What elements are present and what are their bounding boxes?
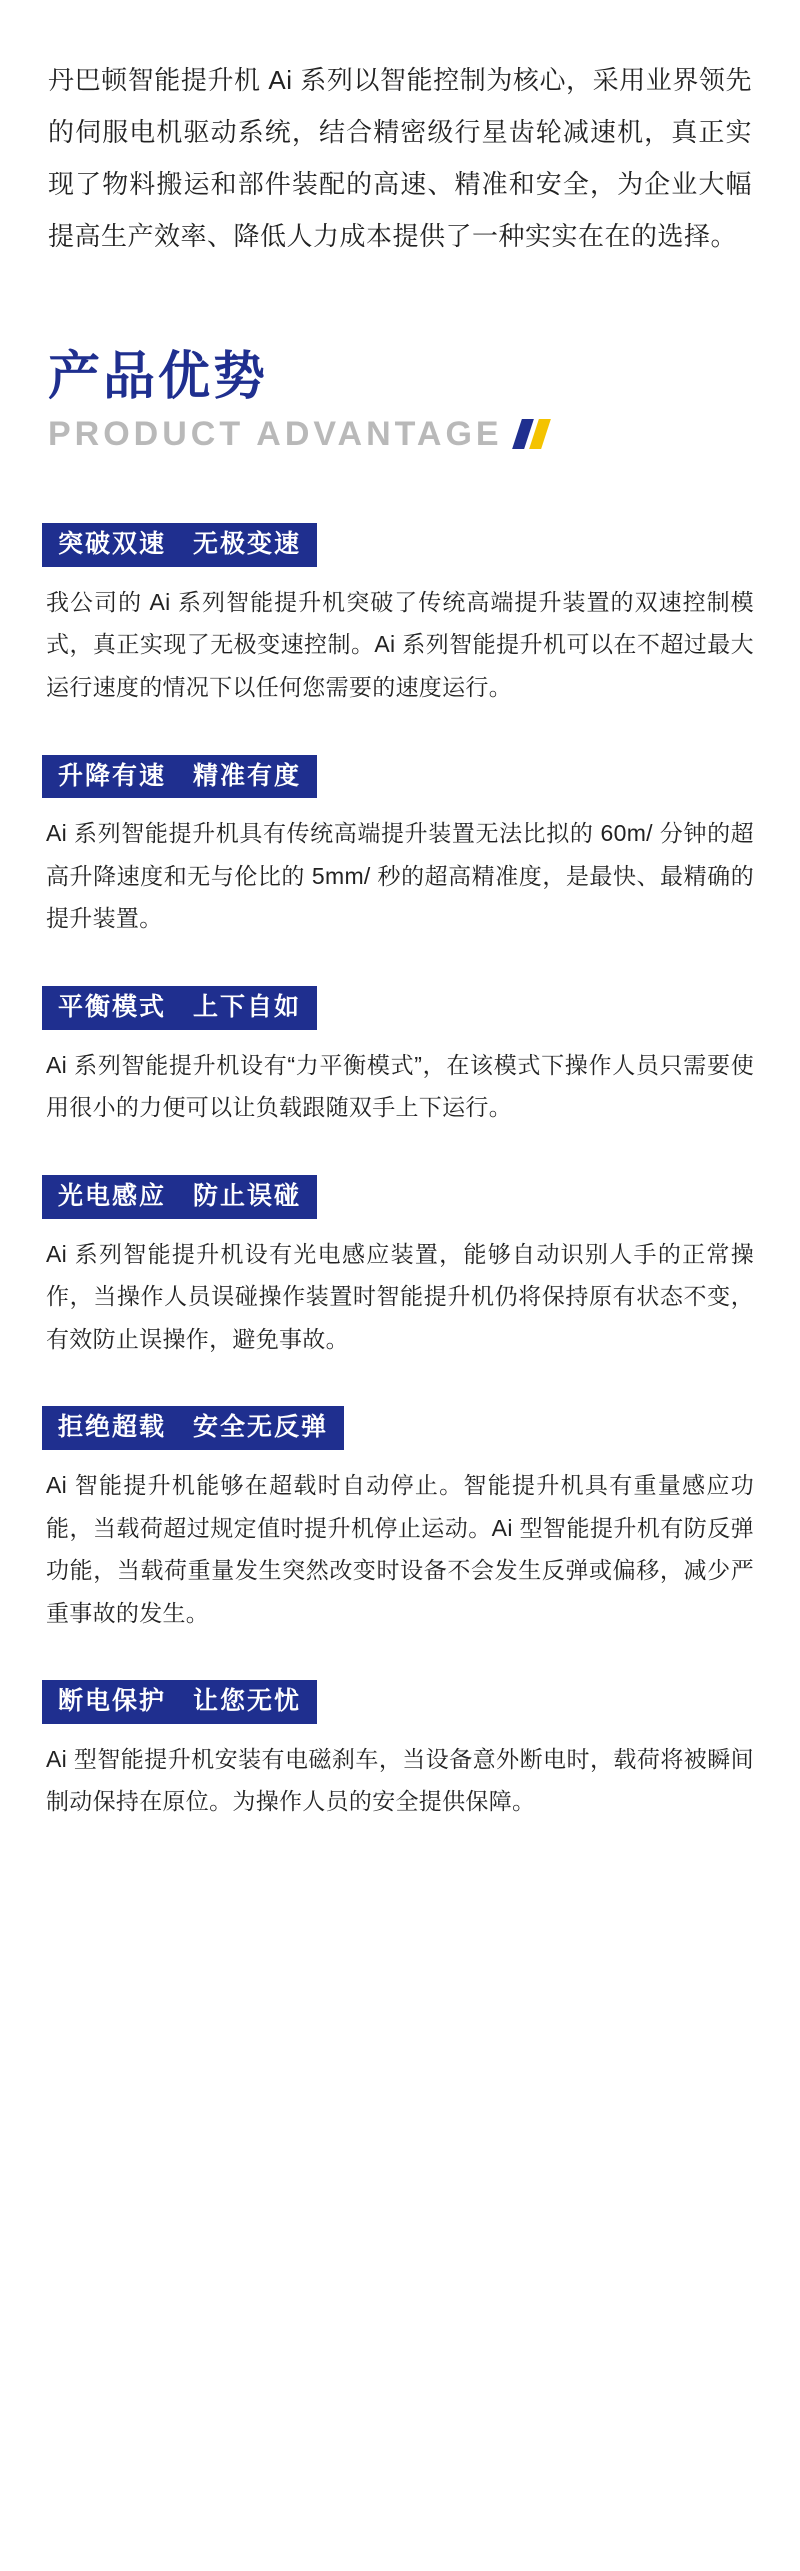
advantage-item (42, 523, 758, 708)
advantage-item (42, 986, 758, 1129)
advantage-body: Ai 智能提升机能够在超载时自动停止。智能提升机具有重量感应功能，当载荷超过规定值时提升机停止运动。Ai 型智能提升机有防反弹功能，当载荷重量发生突然改变时设备不会发生反弹或偏移，减少严重事故的发生。 (46, 1471, 754, 1626)
advantage-body: 我公司的 Ai 系列智能提升机突破了传统高端提升装置的双速控制模式，真正实现了无极变速控制。Ai 系列智能提升机可以在不超过最大运行速度的情况下以任何您需要的速度运行。 (46, 588, 754, 701)
advantage-body: Ai 系列智能提升机设有“力平衡模式”，在该模式下操作人员只需要使用很小的力便可以让负载跟随双手上下运行。 (46, 1051, 754, 1121)
advantage-body: Ai 型智能提升机安装有电磁刹车，当设备意外断电时，载荷将被瞬间制动保持在原位。为操作人员的安全提供保障。 (46, 1745, 754, 1815)
double-slash-icon (517, 419, 551, 449)
section-title-en: PRODUCT ADVANTAGE (48, 414, 503, 453)
intro-paragraph: 丹巴顿智能提升机 Ai 系列以智能控制为核心，采用业界领先的伺服电机驱动系统，结合精密级行星齿轮减速机，真正实现了物料搬运和部件装配的高速、精准和安全，为企业大幅提高生产效率、降低人力成本提供了一种实实在在的选择。 (48, 65, 752, 251)
advantage-title: 光电感应 防止误碰 (42, 1175, 317, 1219)
advantage-item (42, 755, 758, 940)
advantage-item (42, 1406, 758, 1634)
advantage-title: 突破双速 无极变速 (42, 523, 317, 567)
advantage-body: Ai 系列智能提升机具有传统高端提升装置无法比拟的 60m/ 分钟的超高升降速度和无与伦比的 5mm/ 秒的超高精准度，是最快、最精确的提升装置。 (46, 820, 754, 932)
section-title-en-row (48, 416, 758, 453)
advantage-title: 拒绝超载 安全无反弹 (42, 1406, 344, 1450)
section-heading (42, 348, 758, 453)
advantage-item (42, 1175, 758, 1360)
section-title-cn: 产品优势 (48, 348, 269, 406)
advantage-title: 平衡模式 上下自如 (42, 986, 317, 1030)
advantage-list (42, 523, 758, 1823)
advantage-title: 断电保护 让您无忧 (42, 1680, 317, 1724)
advantage-item (42, 1680, 758, 1823)
advantage-body: Ai 系列智能提升机设有光电感应装置，能够自动识别人手的正常操作，当操作人员误碰操作装置时智能提升机仍将保持原有状态不变，有效防止误操作，避免事故。 (46, 1240, 754, 1352)
advantage-title: 升降有速 精准有度 (42, 755, 317, 799)
